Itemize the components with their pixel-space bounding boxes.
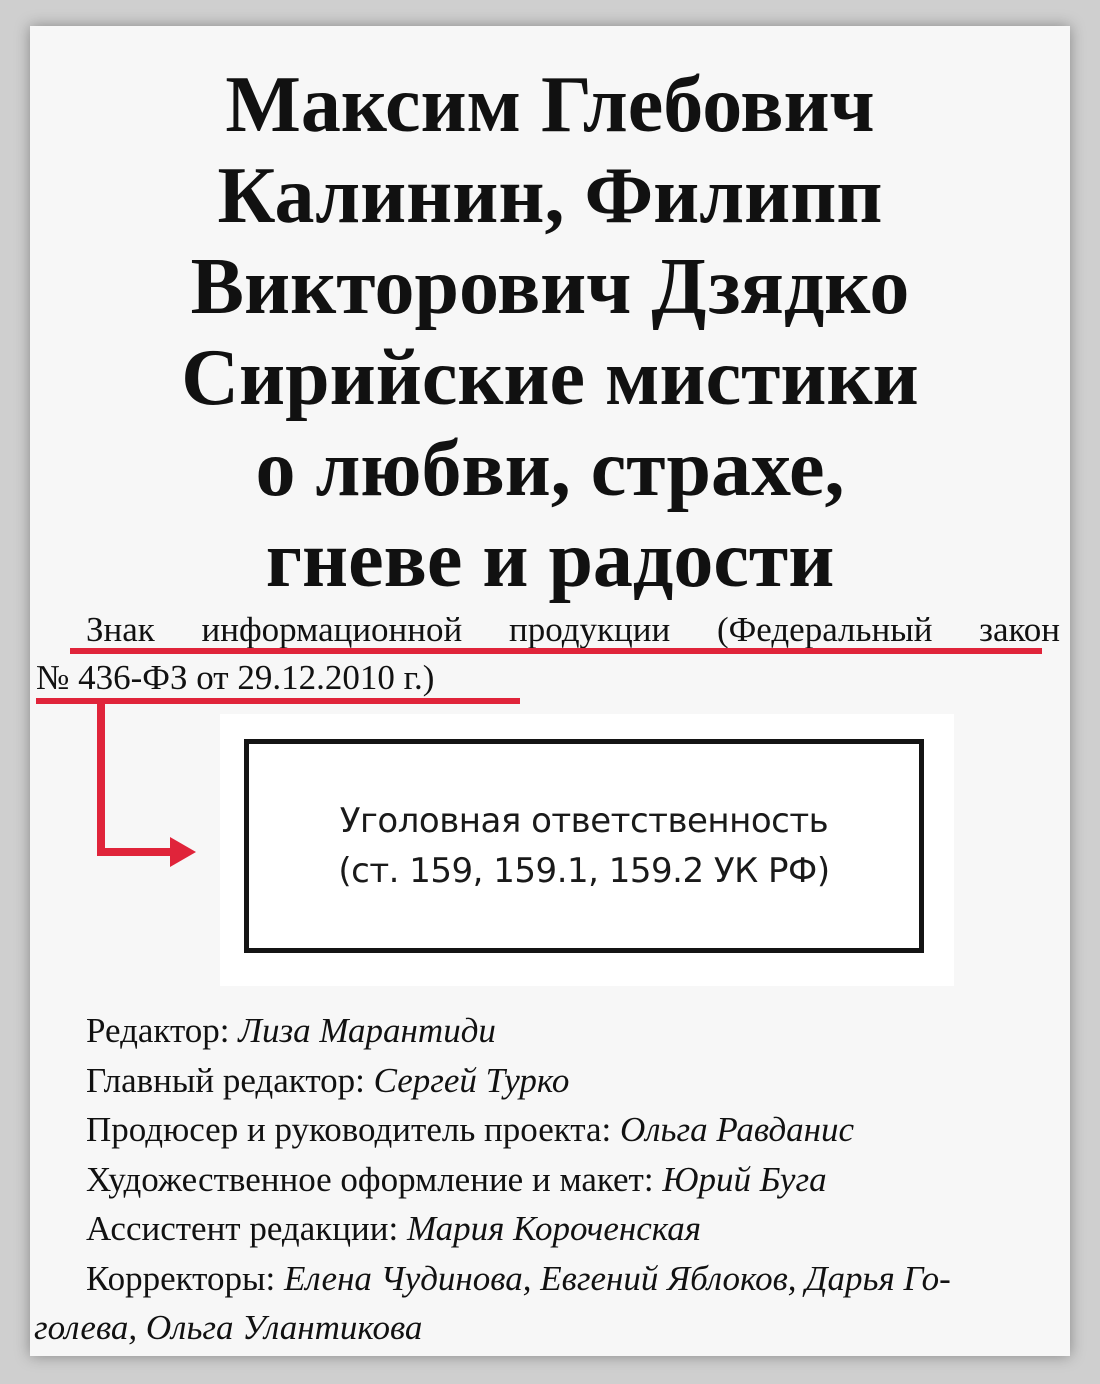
credit-name: Лиза Марантиди — [238, 1011, 496, 1050]
credit-role: Редактор: — [86, 1011, 230, 1050]
credit-proofreaders-continued — [30, 1303, 1070, 1353]
credit-name: Мария Короченская — [406, 1209, 702, 1248]
title-line: Сирийские мистики — [181, 334, 919, 422]
credit-role: Главный редактор: — [86, 1060, 365, 1100]
warning-line-1: Уголовная ответственность — [339, 801, 829, 841]
credit-role: Художественное оформление и макет: — [86, 1159, 654, 1199]
credit-name: Сергей Турко — [373, 1060, 570, 1100]
credit-name: Елена Чудинова, Евгений Яблоков, Дарья Го- — [284, 1258, 951, 1298]
credits-list — [30, 1006, 1070, 1353]
title-line: Калинин, Филипп — [217, 152, 883, 240]
warning-line-2: (ст. 159, 159.1, 159.2 УК РФ) — [338, 851, 830, 891]
document-page — [30, 26, 1070, 1356]
title-line: гневе и радости — [265, 516, 835, 604]
title-line: о любви, страхе, — [255, 425, 845, 513]
notice-word: продукции — [509, 610, 671, 649]
notice-word: (Федеральный — [716, 610, 933, 649]
credit-name: Юрий Буга — [662, 1159, 827, 1199]
title-line: Максим Глебович — [225, 61, 875, 149]
credit-editor — [30, 1006, 1070, 1056]
arrow-line — [101, 702, 178, 852]
arrow-head-icon — [170, 837, 196, 867]
credit-art-design — [30, 1155, 1070, 1205]
credit-assistant — [30, 1204, 1070, 1254]
credit-proofreaders — [30, 1254, 1070, 1304]
credit-role: Ассистент редакции: — [86, 1209, 399, 1248]
credit-chief-editor — [30, 1056, 1070, 1106]
credit-name: голева, Ольга Улантикова — [34, 1308, 423, 1347]
notice-word: информационной — [201, 610, 463, 649]
notice-word: Знак — [86, 610, 155, 649]
credit-name: Ольга Равданис — [620, 1110, 855, 1149]
title-line: Викторович Дзядко — [190, 243, 910, 331]
credit-producer — [30, 1105, 1070, 1155]
notice-word: закон — [979, 610, 1060, 649]
credit-role: Продюсер и руководитель проекта: — [86, 1110, 612, 1149]
credit-role: Корректоры: — [86, 1258, 276, 1298]
notice-law-reference: № 436-ФЗ от 29.12.2010 г.) — [36, 658, 435, 697]
